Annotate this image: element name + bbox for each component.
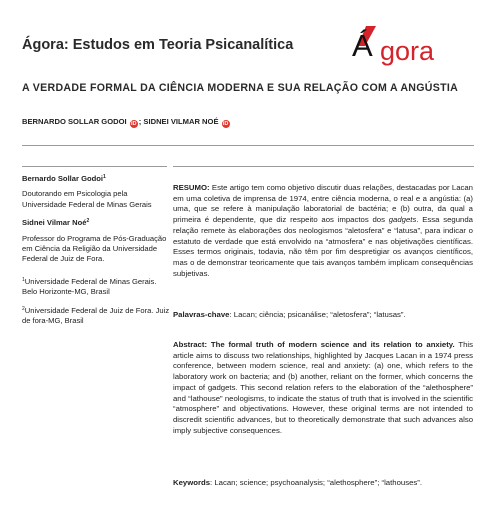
orcid-icon[interactable]: iD [131,121,137,127]
author-affiliation-name: Bernardo Sollar Godoi$^1$ [22,174,106,183]
author-affiliation-name: Sidnei Vilmar Noé$^2$ [22,218,90,228]
abstract-label: Abstract [173,340,205,349]
author-affiliation-desc: Professor do Programa de Pós-Graduação em Ciência da Religião da Universidade Federal de Juiz de Fora. [22,233,167,264]
palavras-label: Palavras-chave [173,310,230,319]
abstract-paragraph: Abstract: The formal truth of modern science and its relation to anxiety. This article aims to discuss two relationships, highlighted by Jacques Lacan in a 1974 press conference, between modern science, real and anxiety: (a) one, which refers to the laboratory work on bacteria; and (b) another, reliant on the former, which concerns the impact of gadgets. This second relation refers to the elaboration of the “alethosphere” and “lathouse” neologisms, to indicate the status of truth that is involved in the scientific “atmosphere” and objectivations. However, these original terms are not intended to discredit scientific advances, but to theoretically demonstrate that such advances also imply subjective consequences. [173,340,474,435]
footnote: $^1$Universidade Federal de Minas Gerais. Belo Horizonte-MG, Brasil [22,276,157,297]
journal-logo [352,24,470,72]
author-line [22,117,231,128]
logo-letter-a: Á [352,28,373,63]
footnote: $^2$Universidade Federal de Juiz de Fora. Juiz de fora-MG, Brasil [22,305,170,326]
keywords-label: Keywords [173,478,211,487]
keywords: Keywords: Lacan; science; psychoanalysis; “alethosphere”; “lathouses”. [173,478,422,487]
journal-title: Ágora: Estudos em Teoria Psicanalítica [22,37,294,53]
author-separator: ; [138,117,144,126]
author-affiliation-desc: Doutorando em Psicologia pela Universidade Federal de Minas Gerais [22,189,152,209]
author-name: BERNARDO SOLLAR GODOI [22,117,127,126]
logo-text: gora [380,36,435,66]
palavras-chave: Palavras-chave: Lacan; ciência; psicanálise; “aletosfera”; “latusas”. [173,310,406,319]
orcid-icon[interactable]: iD [222,121,229,127]
abstract-title: : The formal truth of modern science and its relation to anxiety. [204,340,455,349]
resumo-paragraph: RESUMO: Este artigo tem como objetivo discutir duas relações, destacadas por Lacan em uma coletiva de imprensa de 1974, entre ciência moderna, o real e a angústia: (a) uma, que se refere à manipulação laboratorial de bactéria; e (b) outra, da qual a primeira é dependente, que diz respeito aos impactos dos gadgets. Essa segunda relação remete às elaborações dos neologismos “aletosfera” e “latusa”, para indicar o estatuto de verdade que está envolvido na “atmosfera” e nas objetivações científicas. Esses termos originais, todavia, não têm por fim despretigiar os avanços científicos, mas o de demonstrar teoricamente que tais avanços também implicam consequências subjetivas. [173,183,473,278]
divider [22,145,474,146]
resumo-label: RESUMO: [173,183,210,192]
author-name: SIDNEI VILMAR NOÉ [143,117,219,126]
divider [22,166,167,167]
affiliations-column [22,174,172,326]
article-title: A VERDADE FORMAL DA CIÊNCIA MODERNA E SUA RELAÇÃO COM A ANGÚSTIA [22,82,459,94]
divider [173,166,474,167]
